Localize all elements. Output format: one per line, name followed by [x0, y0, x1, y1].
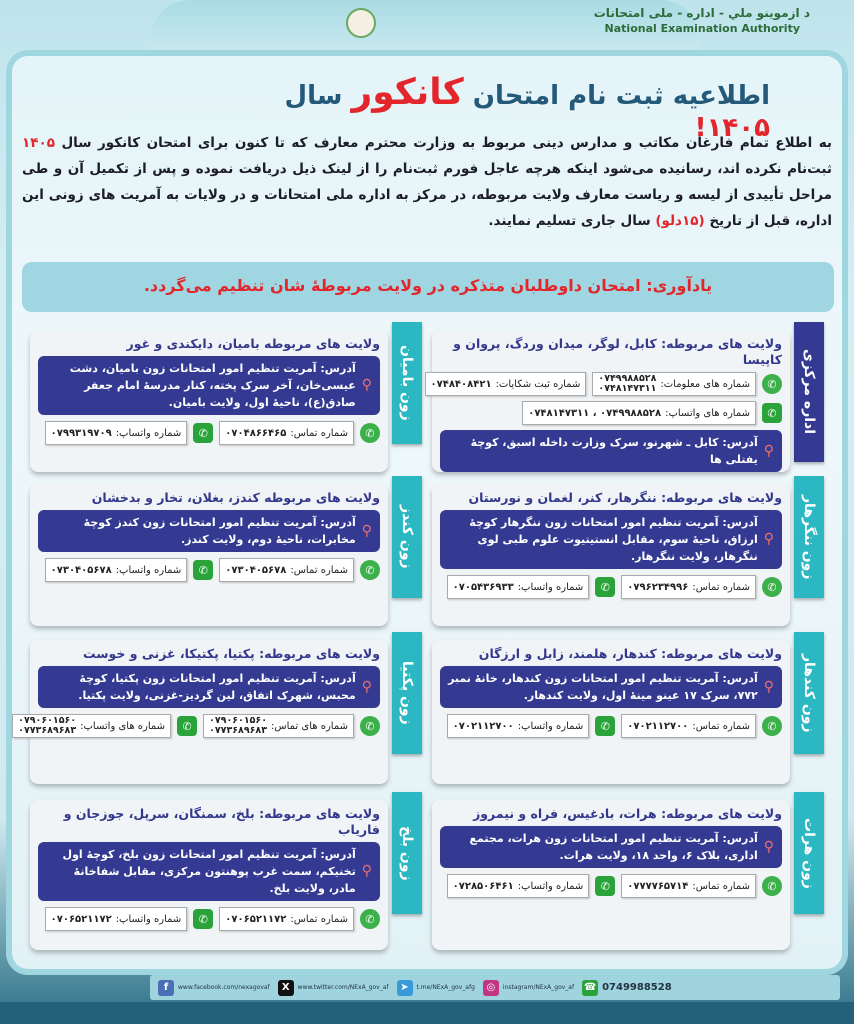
whatsapp-icon: ✆	[595, 716, 615, 736]
provinces-heading: ولایت های مربوطه: پکتیا، پکتیکا، غزنی و خوست	[83, 646, 380, 661]
facebook-icon: f	[158, 980, 174, 996]
whatsapp-number-label: شماره واتساپ:	[115, 913, 182, 925]
contact-row	[38, 421, 380, 445]
phone-icon: ✆	[360, 560, 380, 580]
zone-label-tab: زون بامیان	[392, 322, 422, 444]
contact-row	[440, 575, 782, 599]
phone-icon: ✆	[762, 876, 782, 896]
address-block	[440, 826, 782, 868]
location-pin-icon: ⚲	[763, 531, 774, 547]
contact-row	[38, 907, 380, 931]
zone-card	[30, 476, 422, 626]
zone-label-tab: زون کندز	[392, 476, 422, 598]
whatsapp-number-value: ۰۷۰۵۴۳۶۹۳۳	[452, 581, 514, 593]
zone-card	[18, 632, 422, 784]
provinces-heading: ولایت های مربوطه کندز، بغلان، تخار و بدخشان	[91, 490, 380, 505]
whatsapp-row	[440, 401, 782, 425]
intro-text: سال جاری تسلیم نمایند.	[488, 213, 656, 229]
phone-icon: ✆	[360, 423, 380, 443]
whatsapp-number-value: ۰۷۰۶۵۲۱۱۷۲	[50, 913, 112, 925]
address-block	[38, 842, 380, 901]
contact-row	[38, 558, 380, 582]
location-pin-icon: ⚲	[763, 442, 774, 459]
zone-label-tab: زون پکتیا	[392, 632, 422, 754]
contact-number-box	[219, 907, 354, 931]
whatsapp-number-label: شماره واتساپ:	[517, 880, 584, 892]
address-block	[38, 510, 380, 552]
x-icon: X	[278, 980, 294, 996]
provinces-heading: ولایت های مربوطه: کندهار، هلمند، زابل و ارزگان	[478, 646, 782, 661]
intro-text: به اطلاع تمام فارغان مکاتب و مدارس دینی مربوط به وزارت محترم معارف که تا کنون برای امتحان کانکور سال	[54, 135, 832, 151]
instagram-url: instagram/NExA_gov_af	[502, 984, 575, 991]
address-text: آدرس: آمریت تنظیم امور امتحانات زون هرات، مجتمع اداری، بلاک ۶، واحد ۱۸، ولایت هرات.	[469, 832, 758, 862]
whatsapp-number-value: ۰۷۹۰۶۰۱۵۶۰	[18, 715, 77, 726]
phone-icon: ☎	[582, 980, 598, 996]
whatsapp-icon: ✆	[595, 876, 615, 896]
org-name-local: د ازموینو ملي - اداره - ملی امتحانات	[593, 6, 810, 20]
whatsapp-number-box	[45, 558, 188, 582]
contact-number-label: شماره تماس:	[692, 720, 750, 732]
contact-row	[440, 714, 782, 738]
address-text: آدرس: آمریت تنظیم امور امتحانات زون ننگرهار کوچهٔ ارزاق، ناحیهٔ سوم، مقابل انستیتیوت علوم طبی لوی ننگرهار، ولایت ننگرهار.	[469, 516, 758, 563]
whatsapp-number-label: شماره واتساپ:	[517, 720, 584, 732]
contact-number-value: ۰۷۷۷۷۶۵۷۱۴	[627, 880, 689, 892]
card-body	[432, 640, 790, 784]
info-numbers-value: ۰۷۴۸۱۴۷۳۱۱	[598, 383, 657, 394]
contact-row	[18, 714, 380, 738]
card-body	[30, 800, 388, 950]
whatsapp-number-box	[447, 874, 590, 898]
contact-number-box	[621, 575, 756, 599]
telegram-link[interactable]	[397, 980, 475, 996]
card-body	[30, 484, 388, 626]
address-text: آدرس: آمریت تنظیم امور امتحانات زون بلخ، کوچهٔ اول تخنیکم، سمت غرب پوهنتون مرکزی، مقابل شفاخانهٔ مادر، ولایت بلخ.	[62, 848, 356, 895]
telegram-url: t.me/NExA_gov_afg	[416, 984, 475, 991]
twitter-link[interactable]	[278, 980, 389, 996]
whatsapp-number-box	[447, 575, 590, 599]
address-text: آدرس: آمریت تنظیم امور امتحانات زون پکتیا، کوچهٔ محبس، شهرک اتفاق، لین گردیز-غزنی، ولایت پکتیا.	[78, 672, 356, 702]
org-name-english: National Examination Authority	[604, 22, 800, 35]
title-text-year-label: سال	[284, 81, 343, 111]
provinces-heading: ولایت های مربوطه بامیان، دایکندی و غور	[126, 336, 380, 351]
whatsapp-numbers-box	[522, 401, 756, 425]
card-body	[30, 330, 388, 472]
title-text: اطلاعیه ثبت نام امتحان	[472, 81, 770, 111]
address-block	[440, 666, 782, 708]
contact-number-value: ۰۷۰۴۸۶۶۴۶۵	[225, 427, 287, 439]
contact-number-box	[203, 714, 354, 738]
contact-number-value: ۰۷۹۰۶۰۱۵۶۰	[209, 715, 268, 726]
whatsapp-number-label: شماره واتساپ:	[517, 581, 584, 593]
whatsapp-number-value: ۰۷۰۲۱۱۲۷۰۰	[452, 720, 514, 732]
card-body	[18, 640, 388, 784]
zone-label-tab: زون ننگرهار	[794, 476, 824, 598]
phone-icon: ✆	[360, 909, 380, 929]
whatsapp-number-box	[45, 421, 188, 445]
location-pin-icon: ⚲	[361, 863, 372, 879]
whatsapp-number-value: ۰۷۹۹۳۱۹۷۰۹	[50, 427, 112, 439]
whatsapp-number-value: ۰۷۳۰۴۰۵۶۷۸	[50, 564, 112, 576]
contact-number-label: شماره تماس:	[290, 564, 348, 576]
contact-number-label: شماره تماس:	[290, 913, 348, 925]
intro-text: ثبت‌نام نکرده اند، رسانیده می‌شود اینکه هرچه عاجل فورم ثبت‌نام را از لینک ذیل دریافت نموده و پس از تکمیل آن و طی مراحل تأییدی از لیسه و ریاست معارف ولایت مربوطه، در مرکز به اداره ملی امتحانات و در ولایات به آمریت های زونی این اداره، قبل از تاریخ	[22, 161, 832, 229]
contact-number-value: ۰۷۰۶۵۲۱۱۷۲	[225, 913, 287, 925]
complaint-number-box	[425, 372, 587, 396]
whatsapp-numbers-label: شماره های واتساپ:	[665, 407, 750, 419]
zone-label-tab: زون بلخ	[392, 792, 422, 914]
contact-row	[440, 874, 782, 898]
intro-deadline: (۱۵دلو)	[655, 213, 705, 229]
contact-number-box	[219, 558, 354, 582]
whatsapp-number-label: شماره واتساپ:	[115, 427, 182, 439]
phone-icon: ✆	[360, 716, 380, 736]
address-block	[440, 430, 782, 472]
card-body	[432, 800, 790, 950]
reminder-banner: یادآوری: امتحان داوطلبان متذکره در ولایت مربوطهٔ شان تنظیم می‌گردد.	[22, 262, 834, 312]
facebook-link[interactable]	[158, 980, 270, 996]
address-block	[38, 666, 380, 708]
phone-icon: ✆	[762, 577, 782, 597]
card-body	[432, 484, 790, 626]
address-text: آدرس: آمریت تنظیم امور امتحانات زون بامیان، دشت عیسی‌خان، آخر سرک پخته، کنار مدرسهٔ امام جعفر صادق(ع)، ناحیهٔ اول، ولایت بامیان.	[69, 362, 356, 409]
zone-label-tab: اداره مرکزی	[794, 322, 824, 462]
intro-paragraph	[22, 130, 832, 234]
location-pin-icon: ⚲	[361, 522, 372, 539]
zone-label-tab: زون هرات	[794, 792, 824, 914]
zone-card	[30, 322, 422, 472]
zone-card	[30, 792, 422, 950]
whatsapp-number-box	[12, 714, 171, 738]
phone-icon: ✆	[762, 374, 782, 394]
zone-card	[432, 792, 824, 950]
zone-card	[432, 322, 824, 472]
whatsapp-number-box	[447, 714, 590, 738]
card-body	[432, 330, 790, 472]
title-year: ۱۴۰۵!	[694, 113, 770, 143]
provinces-heading: ولایت های مربوطه: هرات، بادغیس، فراه و نیمروز	[473, 806, 782, 821]
provinces-heading: ولایت های مربوطه: کابل، لوگر، میدان وردگ، پروان و کاپیسا	[453, 336, 782, 367]
whatsapp-icon: ✆	[193, 909, 213, 929]
whatsapp-icon: ✆	[177, 716, 197, 736]
whatsapp-icon: ✆	[595, 577, 615, 597]
address-block	[38, 356, 380, 415]
facebook-url: www.facebook.com/nexagovaf	[178, 984, 270, 991]
info-numbers-box	[592, 372, 756, 396]
info-numbers-value: ۰۷۴۹۹۸۸۵۲۸	[598, 373, 657, 384]
zone-card	[432, 632, 824, 784]
contact-number-value: ۰۷۹۶۲۳۴۹۹۶	[627, 581, 689, 593]
address-text: آدرس: آمریت تنظیم امور امتحانات زون کندز کوچهٔ مخابرات، ناحیهٔ دوم، ولایت کندز.	[83, 516, 356, 546]
twitter-url: www.twitter.com/NExA_gov_af	[297, 984, 389, 991]
whatsapp-icon: ✆	[193, 560, 213, 580]
whatsapp-number-value: ۰۷۷۳۶۸۹۶۸۳	[18, 725, 77, 736]
intro-year: ۱۴۰۵	[22, 135, 55, 151]
address-text: آدرس: آمریت تنظیم امور امتحانات زون کندهار، خانهٔ نمبر ۷۷۲، سرک ۱۷ عینو مینهٔ اول، ولایت کندهار.	[448, 672, 758, 702]
info-numbers-label: شماره های معلومات:	[660, 378, 750, 390]
location-pin-icon: ⚲	[361, 678, 372, 695]
contact-number-label: شماره تماس:	[290, 427, 348, 439]
whatsapp-number-label: شماره واتساپ:	[115, 564, 182, 576]
info-row	[430, 372, 782, 396]
title-highlight: کانکور	[351, 72, 464, 113]
contact-number-value: ۰۷۳۰۴۰۵۶۷۸	[225, 564, 287, 576]
complaint-number-label: شماره ثبت شکایات:	[495, 378, 581, 390]
contact-number-value: ۰۷۷۳۶۸۹۶۸۳	[209, 725, 268, 736]
location-pin-icon: ⚲	[361, 377, 372, 393]
address-block	[440, 510, 782, 569]
contact-number-label: شماره های تماس:	[271, 720, 348, 732]
contact-number-label: شماره تماس:	[692, 880, 750, 892]
contact-number-box	[621, 874, 756, 898]
whatsapp-number-value: ۰۷۲۸۵۰۶۴۶۱	[452, 880, 514, 892]
zone-label-tab: زون کندهار	[794, 632, 824, 754]
whatsapp-number-box	[45, 907, 188, 931]
phone-link[interactable]	[582, 980, 672, 996]
contact-number-box	[621, 714, 756, 738]
complaint-number-value: ۰۷۴۸۴۰۸۴۲۱	[430, 378, 492, 390]
phone-icon: ✆	[762, 716, 782, 736]
social-footer	[150, 975, 840, 1000]
whatsapp-icon: ✆	[193, 423, 213, 443]
instagram-icon: ◎	[483, 980, 499, 996]
whatsapp-icon: ✆	[762, 403, 782, 423]
footer-phone: 0749988528	[602, 982, 672, 993]
zone-card	[432, 476, 824, 626]
telegram-icon: ➤	[397, 980, 413, 996]
whatsapp-number-label: شماره های واتساپ:	[80, 720, 166, 732]
contact-number-value: ۰۷۰۲۱۱۲۷۰۰	[627, 720, 689, 732]
whatsapp-numbers-value: ۰۷۴۹۹۸۸۵۲۸ ، ۰۷۴۸۱۴۷۳۱۱	[528, 407, 662, 419]
provinces-heading: ولایت های مربوطه: بلخ، سمنگان، سرپل، جوزجان و فاریاب	[63, 806, 380, 837]
provinces-heading: ولایت های مربوطه: ننگرهار، کنر، لغمان و نورستان	[468, 490, 782, 505]
contact-number-label: شماره تماس:	[692, 581, 750, 593]
instagram-link[interactable]	[483, 980, 574, 996]
authority-logo	[346, 8, 376, 38]
contact-number-box	[219, 421, 354, 445]
bottom-bar	[0, 1002, 854, 1024]
location-pin-icon: ⚲	[763, 678, 774, 695]
location-pin-icon: ⚲	[763, 838, 774, 855]
address-text: آدرس: کابل ـ شهرنو، سرک وزارت داخله اسبق، کوچهٔ یفتلی ها	[470, 436, 758, 466]
